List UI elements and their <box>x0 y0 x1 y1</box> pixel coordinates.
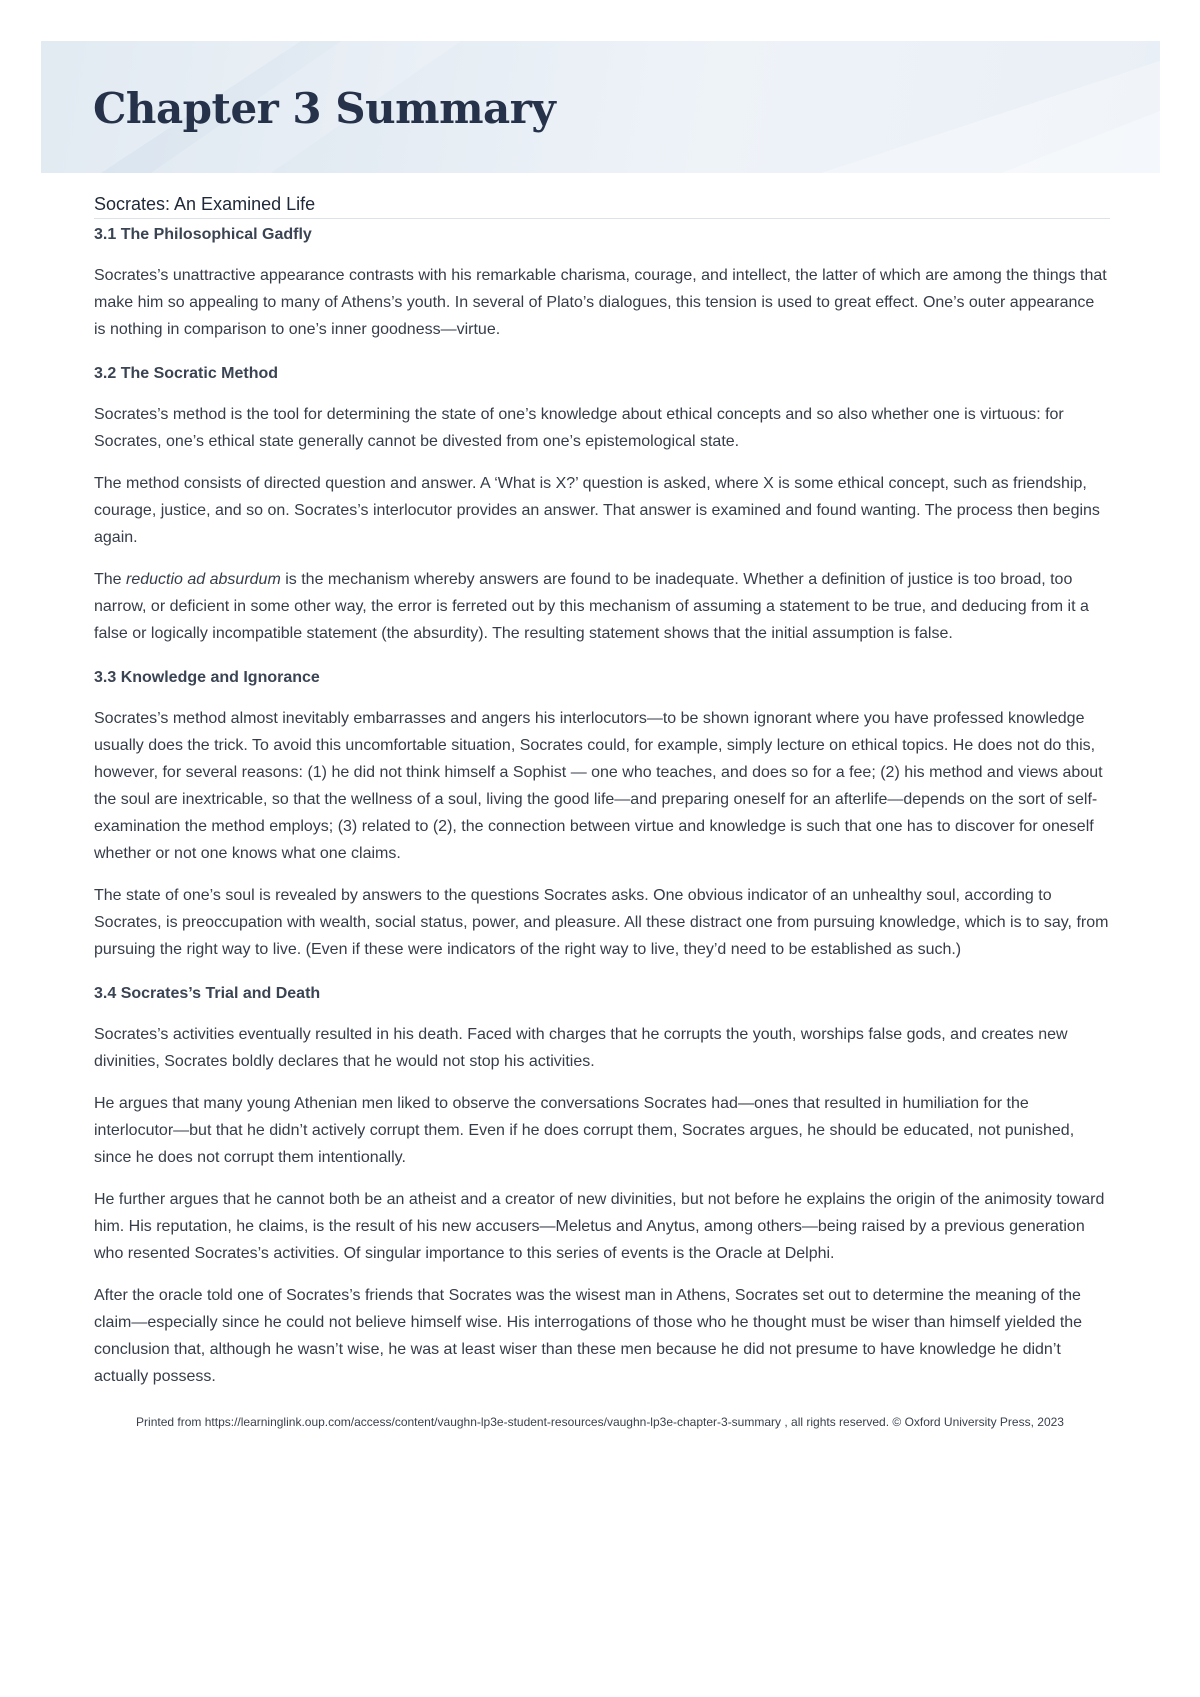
paragraph: The state of one’s soul is revealed by answers to the questions Socrates asks. One obvious indicator of an unhealthy soul, according to Socrates, is preoccupation with wealth, social status, power, and pleasure. All these distract one from pursuing knowledge, which is to say, from pursuing the right way to live. (Even if these were indicators of the right way to live, they’d need to be established as such.) <box>94 887 1109 958</box>
reductio-text: is the mechanism whereby answers are found to be inadequate. Whether a definition of justice is too broad, too narrow, or deficient in some other way, the error is ferreted out by this mechanism of assuming a statement to be true, and deducing from it a false or logically incompatible statement (the absurdity). The resulting statement shows that the initial assumption is false. <box>94 571 1089 642</box>
section-heading: 3.3 Knowledge and Ignorance <box>94 669 320 686</box>
main-content <box>94 192 1110 1390</box>
header-banner <box>41 41 1160 173</box>
paragraph: The method consists of directed question and answer. A ‘What is X?’ question is asked, where X is some ethical concept, such as friendship, courage, justice, and so on. Socrates’s interlocutor provides an answer. That answer is examined and found wanting. The process then begins again. <box>94 475 1100 546</box>
page-subtitle: Socrates: An Examined Life <box>94 192 1110 219</box>
reductio-intro: The <box>94 571 127 588</box>
paragraph: Socrates’s activities eventually resulted in his death. Faced with charges that he corrupts the youth, worships false gods, and creates new divinities, Socrates boldly declares that he would not stop his activities. <box>94 1026 1068 1070</box>
page-title: Chapter 3 Summary <box>93 84 556 133</box>
print-footer: Printed from https://learninglink.oup.com/access/content/vaughn-lp3e-student-resources/vaughn-lp3e-chapter-3-summary , all rights reserved. © Oxford University Press, 2023 <box>136 1415 1064 1429</box>
paragraph: He further argues that he cannot both be an atheist and a creator of new divinities, but not before he explains the origin of the animosity toward him. His reputation, he claims, is the result of his new accusers—Meletus and Anytus, among others—being raised by a previous generation who resented Socrates’s activities. Of singular importance to this series of events is the Oracle at Delphi. <box>94 1191 1105 1262</box>
paragraph: Socrates’s method is the tool for determining the state of one’s knowledge about ethical concepts and so also whether one is virtuous: for Socrates, one’s ethical state generally cannot be divested from one’s epistemological state. <box>94 406 1064 450</box>
reductio-term: reductio ad absurdum <box>126 571 281 588</box>
paragraph: After the oracle told one of Socrates’s friends that Socrates was the wisest man in Athens, Socrates set out to determine the meaning of the claim—especially since he could not believe himself wise. His interrogations of those who he thought must be wiser than himself yielded the conclusion that, although he wasn’t wise, he was at least wiser than these men because he did not presume to have knowledge he didn’t actually possess. <box>94 1287 1083 1385</box>
paragraph: He argues that many young Athenian men liked to observe the conversations Socrates had—ones that resulted in humiliation for the interlocutor—but that he didn’t actively corrupt them. Even if he does corrupt them, Socrates argues, he should be educated, not punished, since he does not corrupt them intentionally. <box>94 1095 1075 1166</box>
section-heading: 3.4 Socrates’s Trial and Death <box>94 985 321 1002</box>
paragraph <box>94 566 1110 647</box>
paragraph: Socrates’s method almost inevitably embarrasses and angers his interlocutors—to be shown ignorant where you have professed knowledge usually does the trick. To avoid this uncomfortable situation, Socrates could, for example, simply lecture on ethical topics. He does not do this, however, for several reasons: (1) he did not think himself a Sophist — one who teaches, and does so for a fee; (2) his method and views about the soul are inextricable, so that the wellness of a soul, living the good life—and preparing oneself for an afterlife—depends on the sort of self-examination the method employs; (3) related to (2), the connection between virtue and knowledge is such that one has to discover for oneself whether or not one knows what one claims. <box>94 710 1103 862</box>
paragraph: Socrates’s unattractive appearance contrasts with his remarkable charisma, courage, and intellect, the latter of which are among the things that make him so appealing to many of Athens’s youth. In several of Plato’s dialogues, this tension is used to great effect. One’s outer appearance is nothing in comparison to one’s inner goodness—virtue. <box>94 267 1107 338</box>
section-heading: 3.2 The Socratic Method <box>94 365 279 382</box>
section-heading: 3.1 The Philosophical Gadfly <box>94 226 312 243</box>
